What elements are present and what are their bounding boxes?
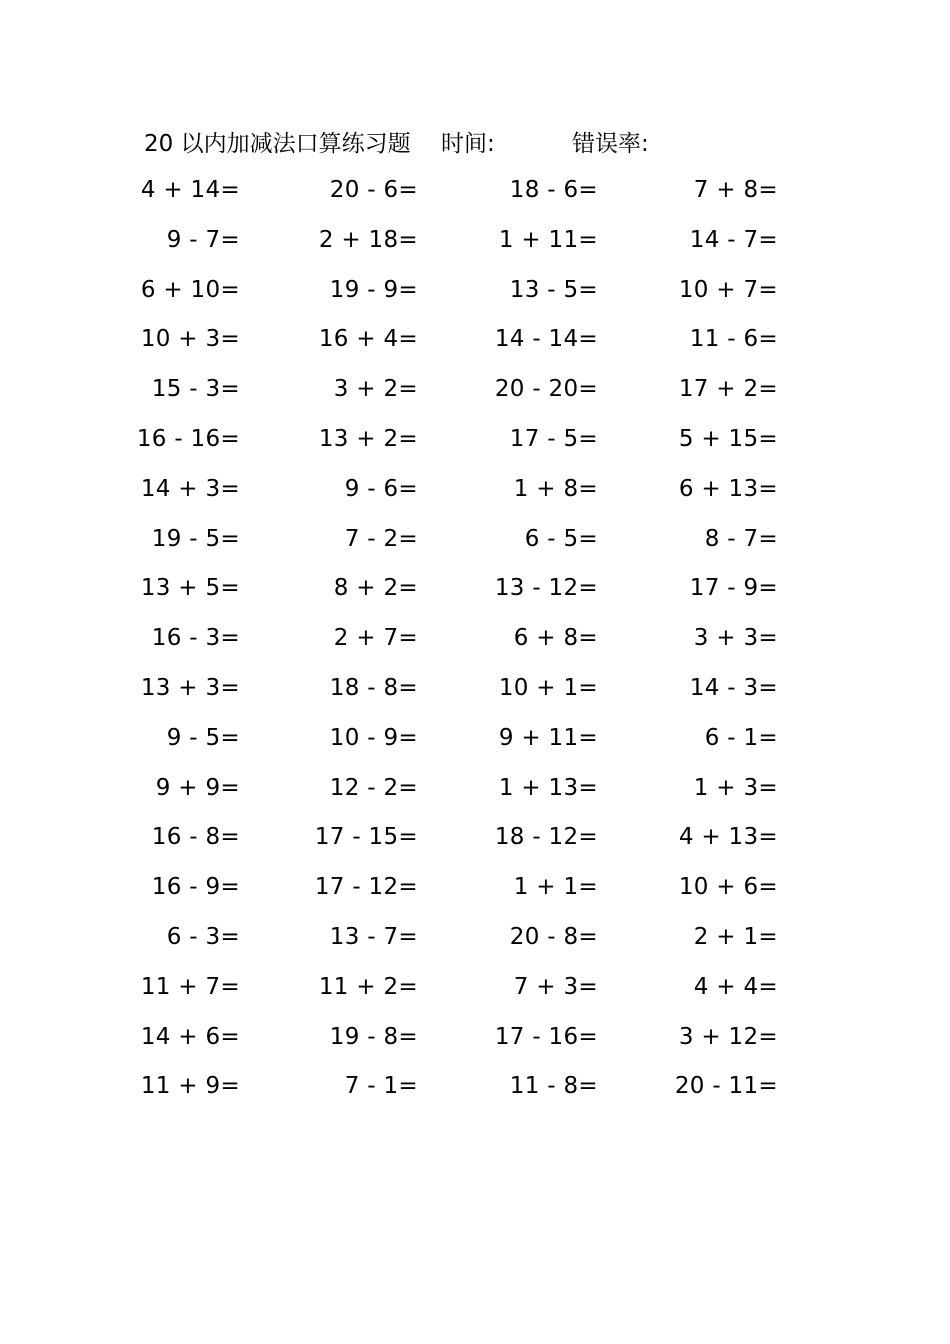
problem-row: [100, 813, 820, 863]
math-problem: 20 - 6=: [329, 177, 418, 203]
math-problem: 19 - 8=: [329, 1023, 418, 1050]
problem-row: [100, 1062, 820, 1112]
math-problem: 12 - 2=: [329, 774, 418, 801]
math-problem: 9 + 9=: [155, 774, 240, 801]
math-problem: 16 + 4=: [318, 326, 418, 353]
math-problem: 7 + 8=: [693, 177, 778, 203]
math-problem: 14 + 3=: [140, 475, 240, 502]
math-problem: 6 + 8=: [513, 625, 598, 652]
math-problem: 4 + 14=: [140, 177, 240, 203]
math-problem: 10 + 6=: [678, 874, 778, 901]
time-label: 时间:: [441, 131, 495, 157]
math-problem: 17 - 16=: [494, 1023, 598, 1050]
math-problem: 6 - 5=: [524, 525, 598, 552]
math-problem: 6 - 3=: [166, 923, 240, 950]
math-problem: 10 - 9=: [329, 724, 418, 751]
math-problem: 17 - 15=: [314, 824, 418, 851]
math-problem: 3 + 12=: [678, 1023, 778, 1050]
worksheet-header: [0, 124, 950, 164]
problem-row: [100, 863, 820, 913]
math-problem: 11 - 8=: [509, 1073, 598, 1100]
problem-row: [100, 1013, 820, 1063]
math-problem: 9 - 6=: [344, 475, 418, 502]
math-problem: 7 - 2=: [344, 525, 418, 552]
math-problem: 10 + 7=: [678, 276, 778, 303]
math-problem: 16 - 16=: [136, 425, 240, 452]
math-problem: 16 - 8=: [151, 824, 240, 851]
math-problem: 8 + 2=: [333, 575, 418, 602]
math-problem: 20 - 20=: [494, 376, 598, 403]
math-problem: 1 + 3=: [693, 774, 778, 801]
math-problem: 14 - 7=: [689, 226, 778, 253]
problem-row: [100, 764, 820, 814]
math-problem: 8 - 7=: [704, 525, 778, 552]
math-problem: 1 + 1=: [513, 874, 598, 901]
math-problem: 2 + 18=: [318, 226, 418, 253]
math-problem: 20 - 8=: [509, 923, 598, 950]
math-problem: 7 + 3=: [513, 973, 598, 1000]
problem-row: [100, 216, 820, 266]
worksheet-title: 20 以内加减法口算练习题: [144, 131, 411, 157]
math-problem: 11 + 9=: [140, 1073, 240, 1100]
math-problem: 11 - 6=: [689, 326, 778, 353]
math-problem: 13 + 3=: [140, 674, 240, 701]
math-problem: 16 - 3=: [151, 625, 240, 652]
math-problem: 10 + 3=: [140, 326, 240, 353]
problem-grid: [100, 166, 820, 1112]
math-problem: 18 - 6=: [509, 177, 598, 203]
math-problem: 14 - 3=: [689, 674, 778, 701]
math-problem: 2 + 7=: [333, 625, 418, 652]
problem-row: [100, 515, 820, 565]
math-problem: 6 - 1=: [704, 724, 778, 751]
problem-row: [100, 564, 820, 614]
math-problem: 5 + 15=: [678, 425, 778, 452]
math-problem: 14 + 6=: [140, 1023, 240, 1050]
math-problem: 17 + 2=: [678, 376, 778, 403]
math-problem: 4 + 4=: [693, 973, 778, 1000]
problem-row: [100, 614, 820, 664]
problem-row: [100, 266, 820, 316]
problem-row: [100, 315, 820, 365]
math-problem: 13 - 12=: [494, 575, 598, 602]
math-problem: 3 + 2=: [333, 376, 418, 403]
math-problem: 14 - 14=: [494, 326, 598, 353]
math-problem: 17 - 9=: [689, 575, 778, 602]
math-problem: 3 + 3=: [693, 625, 778, 652]
problem-row: [100, 714, 820, 764]
math-problem: 16 - 9=: [151, 874, 240, 901]
math-problem: 9 - 7=: [166, 226, 240, 253]
math-problem: 1 + 11=: [498, 226, 598, 253]
math-problem: 1 + 13=: [498, 774, 598, 801]
math-problem: 4 + 13=: [678, 824, 778, 851]
math-problem: 19 - 5=: [151, 525, 240, 552]
math-problem: 6 + 10=: [140, 276, 240, 303]
problem-row: [100, 913, 820, 963]
problem-row: [100, 664, 820, 714]
math-problem: 7 - 1=: [344, 1073, 418, 1100]
problem-row: [100, 365, 820, 415]
problem-row: [100, 465, 820, 515]
math-problem: 15 - 3=: [151, 376, 240, 403]
problem-row: [100, 166, 820, 216]
math-problem: 20 - 11=: [674, 1073, 778, 1100]
math-problem: 17 - 12=: [314, 874, 418, 901]
error-rate-label: 错误率:: [572, 131, 649, 157]
math-problem: 17 - 5=: [509, 425, 598, 452]
math-problem: 18 - 8=: [329, 674, 418, 701]
math-problem: 13 - 5=: [509, 276, 598, 303]
math-problem: 18 - 12=: [494, 824, 598, 851]
problem-row: [100, 963, 820, 1013]
math-problem: 11 + 2=: [318, 973, 418, 1000]
problem-row: [100, 415, 820, 465]
math-problem: 9 - 5=: [166, 724, 240, 751]
math-problem: 13 + 2=: [318, 425, 418, 452]
math-problem: 10 + 1=: [498, 674, 598, 701]
math-problem: 1 + 8=: [513, 475, 598, 502]
math-problem: 13 - 7=: [329, 923, 418, 950]
math-problem: 9 + 11=: [498, 724, 598, 751]
math-problem: 19 - 9=: [329, 276, 418, 303]
math-problem: 11 + 7=: [140, 973, 240, 1000]
math-problem: 2 + 1=: [693, 923, 778, 950]
math-problem: 6 + 13=: [678, 475, 778, 502]
math-problem: 13 + 5=: [140, 575, 240, 602]
